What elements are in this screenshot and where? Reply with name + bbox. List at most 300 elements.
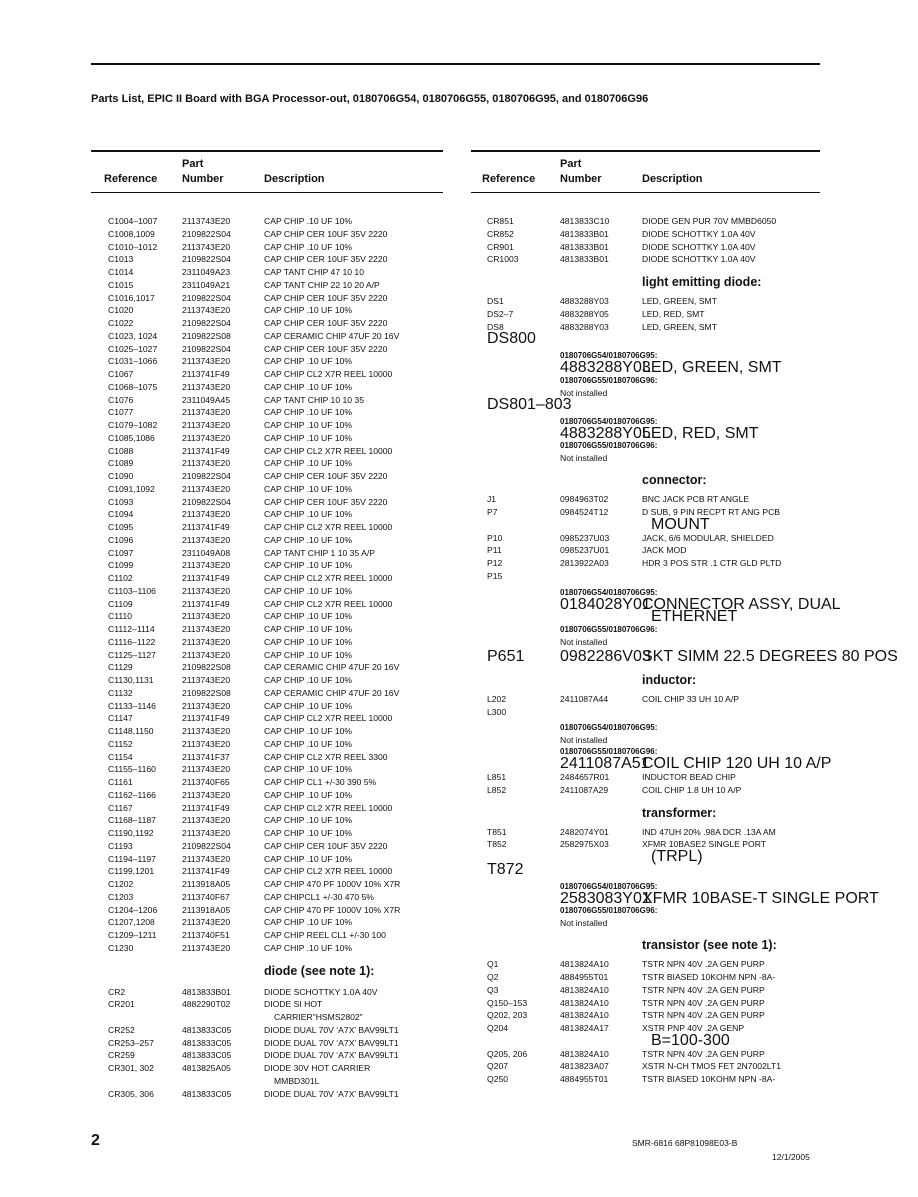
part-ref: P12 bbox=[487, 558, 503, 568]
part-number: 2113743E20 bbox=[182, 560, 231, 571]
part-number: 2113743E20 bbox=[182, 917, 231, 928]
part-number: 4813824A10 bbox=[560, 997, 609, 1008]
list-item bbox=[471, 771, 820, 784]
part-description: CAP TANT CHIP 22 10 20 A/P bbox=[264, 279, 380, 290]
part-ref: Q202, 203 bbox=[487, 1010, 528, 1021]
part-description: BNC JACK PCB RT ANGLE bbox=[642, 494, 750, 505]
part-description: CAP CHIP CER 10UF 35V 2220 bbox=[264, 292, 388, 303]
continuation: CARRIER"HSMS2802" bbox=[274, 1012, 363, 1022]
part-number: 2113743E20 bbox=[182, 828, 231, 838]
connector-list bbox=[471, 532, 820, 583]
part-number: 4884955T01 bbox=[560, 972, 609, 982]
header-description: Description bbox=[642, 173, 703, 185]
part-ref: C1112–1114 bbox=[108, 624, 155, 634]
part-number: 2411087A44 bbox=[560, 693, 609, 704]
part-description: CAP CHIP CER 10UF 35V 2220 bbox=[264, 471, 388, 481]
part-ref: P651 bbox=[487, 648, 525, 665]
part-ref: Q3 bbox=[487, 984, 499, 995]
list-item bbox=[471, 826, 820, 839]
list-item bbox=[91, 241, 443, 254]
part-ref: C1097 bbox=[108, 547, 134, 558]
part-description: INDUCTOR BEAD CHIP bbox=[642, 772, 736, 782]
part-description: CAP CHIP .10 UF 10% bbox=[264, 649, 353, 660]
variant-label: 0180706G55/0180706G96: bbox=[560, 375, 658, 385]
part-ref: CR901 bbox=[487, 241, 514, 252]
list-item bbox=[471, 295, 820, 308]
part-number: 4813833B01 bbox=[182, 986, 231, 997]
part-description: DIODE 30V HOT CARRIER bbox=[264, 1063, 371, 1073]
part-ref: C1161 bbox=[108, 777, 133, 787]
list-item bbox=[471, 532, 820, 545]
list-item bbox=[471, 308, 820, 321]
part-number: 4813833B01 bbox=[560, 228, 609, 239]
header-description: Description bbox=[264, 173, 325, 185]
part-description: DIODE GEN PUR 70V MMBD6050 bbox=[642, 216, 777, 226]
part-description: D SUB, 9 PIN RECPT RT ANG PCB bbox=[642, 507, 781, 517]
part-number: 2113743E20 bbox=[182, 216, 231, 226]
part-number: 2484657R01 bbox=[560, 772, 610, 782]
list-item bbox=[91, 228, 443, 241]
part-ref: C1102 bbox=[108, 573, 133, 583]
part-description: CAP CHIP .10 UF 10% bbox=[264, 789, 353, 800]
list-item bbox=[91, 521, 443, 534]
part-number: 4813824A17 bbox=[560, 1023, 609, 1033]
part-description: CAP CHIP CER 10UF 35V 2220 bbox=[264, 496, 388, 507]
part-ref: C1199,1201 bbox=[108, 866, 155, 877]
list-item bbox=[471, 570, 820, 583]
part-number: 2813922A03 bbox=[560, 558, 609, 568]
right-table-header bbox=[471, 150, 820, 193]
part-number: 0985237U03 bbox=[560, 532, 610, 543]
part-description: TSTR BIASED 10KOHM NPN -8A- bbox=[642, 972, 776, 982]
part-number: 0984524T12 bbox=[560, 507, 609, 517]
part-description: CAP CHIP CER 10UF 35V 2220 bbox=[264, 840, 388, 851]
list-item bbox=[471, 706, 820, 719]
section-transistor: transistor (see note 1): bbox=[642, 938, 777, 953]
part-ref: P10 bbox=[487, 532, 503, 543]
part-number: 4813833C05 bbox=[182, 1024, 232, 1035]
list-item bbox=[91, 470, 443, 483]
part-description: XSTR N-CH TMOS FET 2N7002LT1 bbox=[642, 1061, 781, 1072]
list-item bbox=[471, 395, 820, 413]
part-description: CAP CHIP .10 UF 10% bbox=[264, 420, 353, 430]
part-description: CAP CHIP .10 UF 10% bbox=[264, 509, 353, 520]
part-description: CAP CHIP CL2 X7R REEL 10000 bbox=[264, 573, 393, 583]
part-description: CAP CHIP .10 UF 10% bbox=[264, 917, 353, 928]
part-ref: Q1 bbox=[487, 959, 499, 970]
left-column bbox=[91, 150, 443, 1100]
page-title: Parts List, EPIC II Board with BGA Processor-out, 0180706G54, 0180706G55, 0180706G95, and 0180706G96 bbox=[91, 93, 649, 105]
list-item bbox=[91, 904, 443, 917]
part-ref: C1085,1086 bbox=[108, 432, 155, 443]
part-description: TSTR NPN 40V .2A GEN PURP bbox=[642, 1048, 765, 1059]
part-ref: C1079–1082 bbox=[108, 420, 158, 430]
part-description: CAP CHIP 470 PF 1000V 10% X7R bbox=[264, 904, 401, 915]
part-ref: CR852 bbox=[487, 228, 514, 239]
part-number: 2109822S04 bbox=[182, 343, 231, 354]
section-transformer: transformer: bbox=[642, 805, 717, 820]
part-number: 4813833C10 bbox=[560, 216, 610, 226]
part-description: CAP TANT CHIP 47 10 10 bbox=[264, 267, 364, 277]
part-number: 4813833C05 bbox=[182, 1050, 232, 1061]
part-description: CAP CHIP .10 UF 10% bbox=[264, 585, 353, 596]
section-led: light emitting diode: bbox=[642, 275, 762, 289]
list-item bbox=[471, 971, 820, 984]
list-item bbox=[91, 865, 443, 878]
right-column bbox=[471, 150, 898, 1086]
part-ref: Q207 bbox=[487, 1061, 509, 1072]
part-ref: P15 bbox=[487, 570, 503, 581]
part-number: 4813824A10 bbox=[560, 984, 609, 995]
list-item bbox=[91, 712, 443, 725]
part-description: XFMR 10BASE-T SINGLE PORT bbox=[642, 889, 879, 907]
list-item bbox=[91, 445, 443, 458]
list-item bbox=[91, 674, 443, 687]
part-description: TSTR NPN 40V .2A GEN PURP bbox=[642, 984, 765, 995]
part-number: 4882290T02 bbox=[182, 999, 231, 1010]
part-number: 2113918A05 bbox=[182, 879, 231, 889]
part-number: 2113918A05 bbox=[182, 904, 231, 915]
part-description: TSTR NPN 40V .2A GEN PURP bbox=[642, 997, 765, 1008]
variant-label: 0180706G55/0180706G96: bbox=[560, 906, 658, 916]
part-number: 2113743E20 bbox=[182, 458, 231, 469]
part-ref: CR252 bbox=[108, 1024, 135, 1035]
part-ref: C1167 bbox=[108, 802, 133, 813]
list-item bbox=[471, 595, 841, 613]
part-ref: C1091,1092 bbox=[108, 483, 155, 494]
part-number: 2582975X03 bbox=[560, 839, 609, 850]
part-description: COIL CHIP 120 UH 10 A/P bbox=[642, 755, 832, 773]
part-number: 4813824A10 bbox=[560, 1010, 609, 1021]
part-description: CAP CHIP .10 UF 10% bbox=[264, 738, 353, 749]
part-description: LED, RED, SMT bbox=[642, 424, 759, 442]
part-number: 4813823A07 bbox=[560, 1061, 609, 1072]
part-description: LED, RED, SMT bbox=[642, 308, 705, 319]
part-number: 2311049A08 bbox=[182, 547, 231, 558]
part-ref: C1154 bbox=[108, 751, 133, 762]
part-ref: C1068–1075 bbox=[108, 381, 158, 392]
part-ref: C1095 bbox=[108, 522, 134, 532]
part-ref: CR201 bbox=[108, 999, 135, 1010]
part-description: CAP CHIP .10 UF 10% bbox=[264, 853, 353, 864]
part-description: CAP CHIP CL2 X7R REEL 3300 bbox=[264, 751, 388, 762]
list-item bbox=[91, 878, 443, 891]
part-ref: Q205, 206 bbox=[487, 1048, 528, 1059]
part-description: CAP CHIP CL2 X7R REEL 10000 bbox=[264, 598, 393, 609]
variant-label: 0180706G55/0180706G96: bbox=[560, 441, 658, 451]
header-reference: Reference bbox=[482, 173, 536, 185]
list-item bbox=[471, 330, 820, 348]
part-description: CAP CHIP .10 UF 10% bbox=[264, 611, 353, 622]
part-ref: DS8 bbox=[487, 321, 504, 332]
ds800-ref: DS800 bbox=[487, 330, 536, 348]
list-item bbox=[91, 725, 443, 738]
part-description: CAP CHIP 470 PF 1000V 10% X7R bbox=[264, 879, 401, 889]
part-description: DIODE SCHOTTKY 1.0A 40V bbox=[642, 254, 756, 265]
list-item bbox=[471, 860, 820, 878]
list-item bbox=[91, 998, 443, 1011]
list-item bbox=[91, 649, 443, 662]
part-ref: Q250 bbox=[487, 1074, 509, 1084]
part-ref: C1031–1066 bbox=[108, 356, 158, 367]
list-item bbox=[91, 986, 443, 999]
part-description: DIODE DUAL 70V ‘A7X’ BAV99LT1 bbox=[264, 1088, 399, 1099]
part-number: 0982286V03 bbox=[560, 648, 651, 665]
variant-label: 0180706G54/0180706G95: bbox=[560, 351, 658, 360]
variant-label: 0180706G55/0180706G96: bbox=[560, 625, 658, 634]
part-number: 2113743E20 bbox=[182, 356, 231, 367]
part-description: TSTR BIASED 10KOHM NPN -8A- bbox=[642, 1074, 776, 1084]
led-list bbox=[471, 295, 820, 333]
list-item bbox=[91, 636, 443, 649]
part-number: 2113743E20 bbox=[182, 305, 231, 316]
list-item bbox=[471, 889, 879, 907]
part-ref: C1133–1146 bbox=[108, 700, 156, 711]
connector-list bbox=[471, 493, 820, 519]
part-number: 2113743E20 bbox=[182, 534, 231, 545]
part-ref: P7 bbox=[487, 507, 498, 517]
transformer-list bbox=[471, 826, 820, 852]
part-description: CAP CERAMIC CHIP 47UF 20 16V bbox=[264, 662, 400, 673]
part-ref: C1193 bbox=[108, 840, 133, 851]
list-item bbox=[91, 661, 443, 674]
part-description: CAP CHIP .10 UF 10% bbox=[264, 815, 353, 826]
part-ref: C1015 bbox=[108, 279, 134, 290]
list-item bbox=[91, 266, 443, 279]
list-item bbox=[91, 789, 443, 802]
part-description: DIODE SCHOTTKY 1.0A 40V bbox=[642, 241, 756, 252]
list-item bbox=[91, 534, 443, 547]
part-description: JACK MOD bbox=[642, 545, 687, 556]
list-item bbox=[91, 802, 443, 815]
part-description: CAP CHIP .10 UF 10% bbox=[264, 828, 353, 838]
inductor-list bbox=[471, 771, 820, 797]
list-item bbox=[91, 572, 443, 585]
part-ref: CR301, 302 bbox=[108, 1063, 154, 1073]
list-item bbox=[91, 432, 443, 445]
part-ref: C1016,1017 bbox=[108, 292, 155, 303]
list-item bbox=[471, 424, 820, 442]
list-item bbox=[91, 292, 443, 305]
part-number: 2109822S04 bbox=[182, 471, 231, 481]
part-description: CAP CHIPCL1 +/-30 470 5% bbox=[264, 891, 374, 902]
list-item bbox=[91, 814, 443, 827]
part-number: 2113743E20 bbox=[182, 789, 231, 800]
part-ref: C1168–1187 bbox=[108, 815, 156, 826]
part-description: CAP CHIP .10 UF 10% bbox=[264, 942, 353, 953]
list-item bbox=[471, 997, 820, 1010]
list-item bbox=[91, 1062, 443, 1075]
part-number: 2113743E20 bbox=[182, 738, 231, 749]
section-connector: connector: bbox=[642, 473, 707, 488]
part-ref: C1093 bbox=[108, 496, 134, 507]
part-description: CAP CHIP .10 UF 10% bbox=[264, 407, 353, 418]
part-description: TSTR NPN 40V .2A GEN PURP bbox=[642, 1010, 765, 1021]
part-ref: CR253–257 bbox=[108, 1037, 154, 1048]
inductor-list bbox=[471, 693, 820, 719]
part-number: 2411087A29 bbox=[560, 784, 609, 795]
list-item bbox=[91, 419, 443, 432]
part-number: 2113741F49 bbox=[182, 573, 230, 583]
part-ref: CR259 bbox=[108, 1050, 135, 1061]
part-description: LED, GREEN, SMT bbox=[642, 296, 717, 306]
part-number: 2113741F49 bbox=[182, 802, 230, 813]
list-item bbox=[91, 406, 443, 419]
part-number: 2482074Y01 bbox=[560, 826, 609, 837]
part-description: CAP CERAMIC CHIP 47UF 20 16V bbox=[264, 687, 400, 698]
part-ref: C1190,1192 bbox=[108, 828, 154, 838]
part-description: CAP TANT CHIP 1 10 35 A/P bbox=[264, 547, 375, 558]
part-number: 2113743E20 bbox=[182, 585, 231, 596]
part-description: CAP CERAMIC CHIP 47UF 20 16V bbox=[264, 330, 400, 341]
part-description: CAP CHIP CL2 X7R REEL 10000 bbox=[264, 445, 393, 456]
continuation: MMBD301L bbox=[274, 1075, 320, 1086]
part-ref: C1125–1127 bbox=[108, 649, 156, 660]
list-item bbox=[91, 368, 443, 381]
part-number: 2113741F37 bbox=[182, 751, 230, 762]
variant-label: 0180706G55/0180706G96: bbox=[560, 747, 658, 757]
page-number: 2 bbox=[91, 1132, 100, 1149]
part-ref: C1020 bbox=[108, 305, 134, 316]
part-number: 2109822S08 bbox=[182, 687, 231, 698]
part-number: 2113741F49 bbox=[182, 713, 230, 724]
part-ref: C1194–1197 bbox=[108, 853, 156, 864]
ds801-ref: DS801–803 bbox=[487, 395, 572, 413]
part-description: CAP TANT CHIP 10 10 35 bbox=[264, 394, 364, 405]
left-parts-list bbox=[91, 215, 443, 955]
variant-label: 0180706G54/0180706G95: bbox=[560, 881, 658, 891]
part-number: 4813833C05 bbox=[182, 1037, 232, 1048]
part-ref: C1022 bbox=[108, 318, 134, 328]
part-description: CAP CHIP CL2 X7R REEL 10000 bbox=[264, 866, 393, 877]
part-number: 0184028Y01 bbox=[560, 595, 651, 613]
part-description: JACK, 6/6 MODULAR, SHIELDED bbox=[642, 532, 774, 543]
part-ref: C1023, 1024 bbox=[108, 330, 158, 341]
list-item bbox=[91, 1024, 443, 1037]
part-number: 4883288Y03 bbox=[560, 359, 651, 376]
section-inductor: inductor: bbox=[642, 672, 697, 687]
part-number: 2583083Y01 bbox=[560, 889, 651, 907]
part-ref: C1152 bbox=[108, 738, 133, 749]
list-item bbox=[91, 942, 443, 955]
not-installed-note: Not installed bbox=[560, 453, 608, 464]
part-number: 2113740F67 bbox=[182, 891, 230, 902]
part-number: 2109822S04 bbox=[182, 228, 231, 239]
part-ref: C1025–1027 bbox=[108, 343, 158, 354]
continuation: ETHERNET bbox=[651, 608, 738, 626]
part-description: CAP CHIP .10 UF 10% bbox=[264, 624, 353, 634]
part-ref: C1204–1206 bbox=[108, 904, 158, 915]
part-description: LED, GREEN, SMT bbox=[642, 321, 717, 332]
list-item bbox=[91, 343, 443, 356]
variant-label: 0180706G54/0180706G95: bbox=[560, 723, 658, 733]
part-ref: C1132 bbox=[108, 687, 133, 698]
part-description: CAP CHIP CER 10UF 35V 2220 bbox=[264, 318, 388, 328]
part-ref: C1077 bbox=[108, 407, 134, 418]
list-item bbox=[91, 623, 443, 636]
continuation: MOUNT bbox=[651, 515, 710, 533]
part-number: 2113740F51 bbox=[182, 930, 230, 940]
part-ref: T851 bbox=[487, 826, 507, 837]
list-item bbox=[91, 508, 443, 521]
part-number: 2113743E20 bbox=[182, 726, 231, 736]
list-item bbox=[91, 496, 443, 509]
part-ref: CR851 bbox=[487, 216, 514, 226]
top-rule bbox=[91, 63, 820, 65]
variant-label: 0180706G54/0180706G95: bbox=[560, 587, 658, 597]
list-item bbox=[91, 853, 443, 866]
part-description: DIODE SI HOT bbox=[264, 999, 323, 1010]
part-ref: C1004–1007 bbox=[108, 216, 158, 226]
part-ref: C1076 bbox=[108, 394, 134, 405]
part-number: 2109822S04 bbox=[182, 840, 231, 851]
variant-label: 0180706G54/0180706G95: bbox=[560, 416, 658, 426]
list-item bbox=[471, 1060, 820, 1073]
part-ref: C1116–1122 bbox=[108, 636, 156, 647]
list-item bbox=[91, 330, 443, 343]
part-description: CAP CHIP .10 UF 10% bbox=[264, 534, 353, 545]
part-ref: C1162–1166 bbox=[108, 789, 156, 800]
list-item bbox=[471, 493, 820, 506]
list-item bbox=[91, 916, 443, 929]
part-ref: C1109 bbox=[108, 598, 133, 609]
part-description: CAP CHIP .10 UF 10% bbox=[264, 216, 353, 226]
list-item bbox=[91, 687, 443, 700]
part-description: DIODE DUAL 70V ‘A7X’ BAV99LT1 bbox=[264, 1050, 399, 1061]
part-ref: L852 bbox=[487, 784, 507, 795]
list-item bbox=[471, 253, 820, 266]
part-ref: C1088 bbox=[108, 445, 134, 456]
part-ref: L202 bbox=[487, 693, 507, 704]
part-description: CAP CHIP .10 UF 10% bbox=[264, 241, 353, 252]
part-number: 2113741F49 bbox=[182, 866, 230, 877]
part-description: XFMR 10BASE2 SINGLE PORT bbox=[642, 839, 767, 850]
part-number: 4883288Y05 bbox=[560, 308, 609, 319]
part-ref: C1147 bbox=[108, 713, 133, 724]
list-item bbox=[471, 648, 898, 665]
part-ref: C1209–1211 bbox=[108, 930, 157, 940]
list-item bbox=[471, 958, 820, 971]
part-ref: C1103–1106 bbox=[108, 585, 156, 596]
list-item bbox=[91, 547, 443, 560]
part-ref: C1202 bbox=[108, 879, 134, 889]
part-number: 2109822S08 bbox=[182, 662, 231, 673]
part-ref: C1014 bbox=[108, 267, 134, 277]
list-item bbox=[91, 279, 443, 292]
list-item bbox=[471, 755, 832, 773]
diode-list bbox=[91, 986, 443, 1101]
list-item bbox=[471, 784, 820, 797]
part-description: CAP CHIP REEL CL1 +/-30 100 bbox=[264, 930, 386, 940]
part-description: TSTR NPN 40V .2A GEN PURP bbox=[642, 959, 765, 970]
part-number: 2109822S04 bbox=[182, 254, 231, 265]
part-number: 2113743E20 bbox=[182, 241, 231, 252]
part-ref: C1010–1012 bbox=[108, 241, 158, 252]
part-number: 2109822S04 bbox=[182, 318, 231, 328]
part-description: CAP CHIP CL2 X7R REEL 10000 bbox=[264, 522, 393, 532]
section-diode: diode (see note 1): bbox=[264, 963, 375, 978]
part-number: 2311049A23 bbox=[182, 267, 231, 277]
list-item bbox=[471, 544, 820, 557]
part-number: 2113743E20 bbox=[182, 649, 231, 660]
part-number: 2109822S04 bbox=[182, 292, 231, 303]
list-item bbox=[91, 840, 443, 853]
list-item bbox=[91, 891, 443, 904]
part-description: CAP CHIP .10 UF 10% bbox=[264, 381, 353, 392]
list-item bbox=[471, 693, 820, 706]
part-ref: C1230 bbox=[108, 942, 134, 953]
part-number: 2113743E20 bbox=[182, 420, 231, 430]
